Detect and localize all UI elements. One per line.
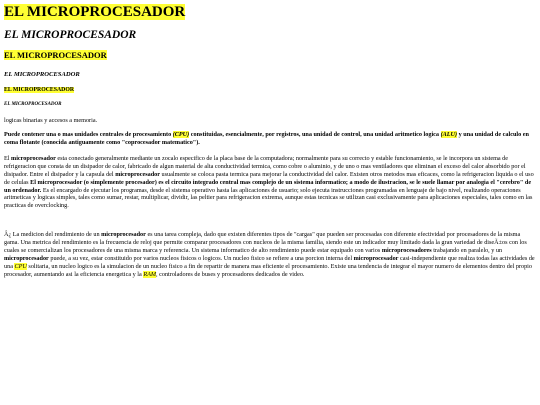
bold-definition: El microprocesador (o simplemente procesador) es el circuito integrado central mas complejo de un sistema informatico; a modo de ilustracion, se le suele llamar por analogia el "cerebro" de un ordenador. (4, 178, 532, 194)
text-run: Puede contener una o mas unidades centrales de procesamiento (4, 131, 173, 139)
heading-1-text: EL MICROPROCESADOR (4, 4, 186, 20)
text-run: puede, a su vez, estar constituido por varios nucleos fisicos o logicos. Un nucleo fisico se refiere a una porcion interna del (48, 255, 354, 262)
bold-term: microprocesador (101, 231, 146, 239)
text-run: , controladores de buses y procesadores dedicados de video. (156, 270, 305, 278)
text-run: solitaria, un nucleo logico es la simulacion de un nucleo fisico a fin de repartir de manera mas eficiente el procesamiento. Existe una tendencia de integrar el mayor numero de elementos dentro del propio procesador, aumentando asi la eficiencia energetica y la (4, 262, 532, 278)
heading-3-text: EL MICROPROCESADOR (4, 50, 107, 61)
paragraph-definition (4, 131, 536, 147)
bold-term: microprocesador (11, 154, 56, 162)
ram-highlight: RAM (143, 270, 157, 278)
text-run: Â¿ La medicion del rendimiento de un (4, 231, 102, 239)
text-run: y una unidad de calculo en coma flotante (conocida antiguamente como "coprocesador matematico"). (4, 131, 529, 147)
bold-term: microprocesador (4, 255, 49, 262)
text-run: casi-independiente que realiza todas las actividades de una (4, 255, 535, 270)
alu-highlight: (ALU) (440, 131, 458, 139)
text-run: El (4, 154, 12, 162)
text-run: Es el encargado de ejecutar los programas, desde el sistema operativo hasta las aplicaciones de usuario; solo ejecuta instrucciones programadas en lenguaje de bajo nivel, realizando operaciones aritmeticas y logicas simples, tales como sumar, restar, multiplicar, dividir, las peltier para refrigeracion extrema, aunque estas tecnicas se utilizan casi exclusivamente para aplicaciones especiales, tales como en las practicas de overclocking. (4, 186, 533, 210)
bold-term: microprocesadores (381, 247, 432, 255)
paragraph-logic-ops: logicas binarias y accesos a memoria. (4, 117, 98, 125)
heading-level-3 (4, 51, 536, 61)
paragraph-cooling (4, 155, 536, 210)
text-run: usualmente se coloca pasta termica para mejorar la conductividad del calor. Existen otros metodos mas eficaces, como la refrigeracion liquida o el uso de celulas (4, 170, 534, 186)
heading-level-4: EL MICROPROCESADOR (4, 71, 80, 79)
text-run: esta conectado generalmente mediante un zocalo especifico de la placa base de la computadora; normalmente para su correcto y estable funcionamiento, se le incorpora un sistema de refrigeracion que consta de un disipador de calor, fabricado de algun material de alta conductividad termica, como cobre o aluminio, y de uno o mas ventiladores que eliminan el exceso del calor absorbido por el disipador. Entre el disipador y la capsula del (4, 154, 526, 178)
heading-level-1 (4, 4, 536, 21)
cpu-highlight: CPU (14, 262, 27, 270)
heading-level-6: EL MICROPROCESADOR (4, 102, 62, 108)
cpu-highlight: (CPU) (172, 131, 190, 139)
heading-5-text: EL MICROPROCESADOR (4, 86, 75, 93)
bold-term: microprocesador (115, 170, 160, 178)
text-run: constituidas, esencialmente, por registros, una unidad de control, una unidad aritmetico logica (189, 131, 441, 139)
paragraph-performance (4, 231, 536, 278)
heading-level-5 (4, 87, 536, 94)
heading-level-2: EL MICROPROCESADOR (4, 29, 137, 42)
text-run: es una tarea compleja, dado que existen diferentes tipos de "cargas" que pueden ser procesadas con diferente efectividad por procesadores de la misma gama. Una metrica del rendimiento es la frecuencia de reloj que permite comparar procesadores con nucleos de la misma familia, siendo este un indicador muy limitado dada la gran variedad de diseÃ±os con los cuales se comercializan los procesadores de una misma marca y referencia. Un sistema informatico de alto rendimiento puede estar equipado con varios (4, 231, 527, 255)
bold-term: microprocesador (353, 255, 399, 262)
text-run: trabajando en paralelo, y un (431, 247, 503, 255)
